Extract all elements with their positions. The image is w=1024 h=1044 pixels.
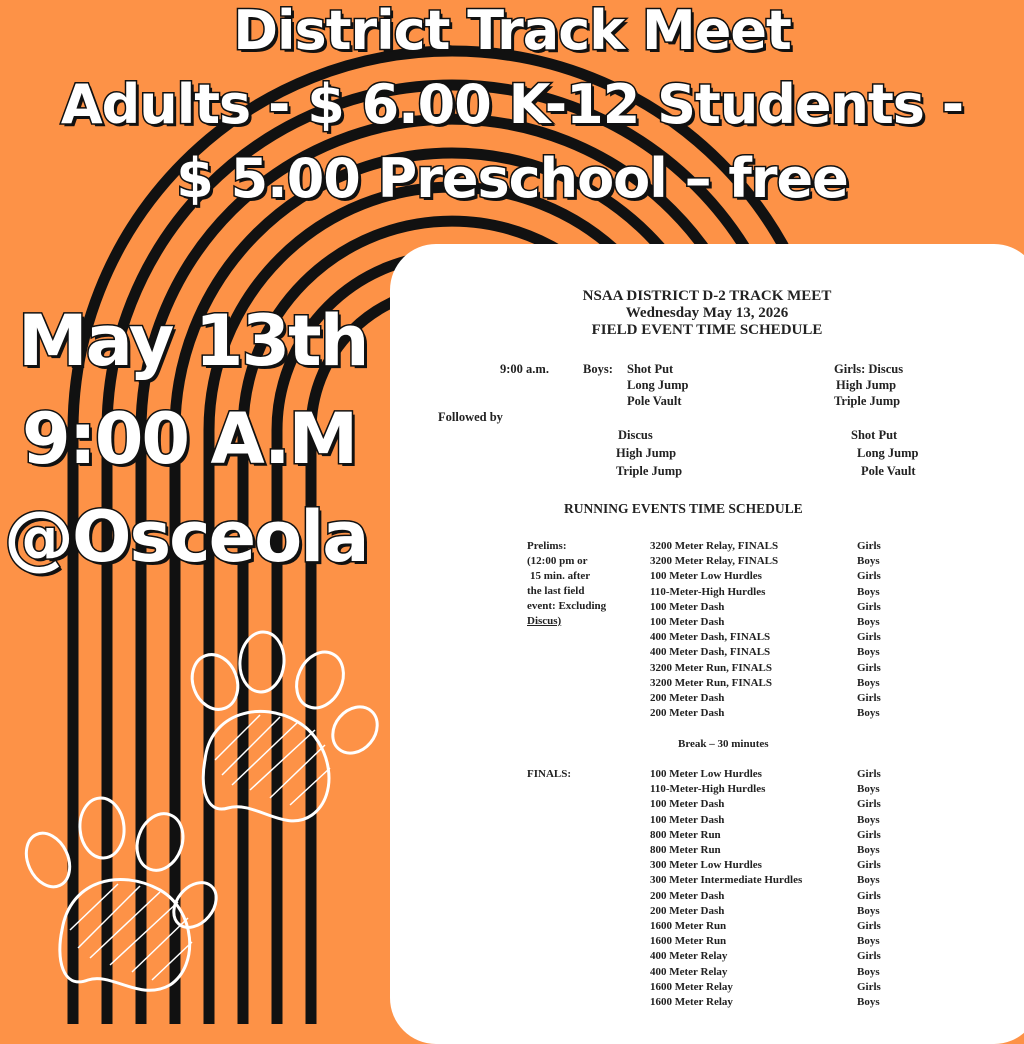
schedule-event: 800 Meter Run: [650, 844, 721, 856]
schedule-event: 800 Meter Run: [650, 828, 721, 841]
schedule-event: 1600 Meter Relay: [650, 996, 733, 1008]
schedule-event: 3200 Meter Run, FINALS: [650, 661, 773, 674]
schedule-event: 100 Meter Dash: [650, 600, 725, 613]
event-date: May 13th: [18, 300, 368, 382]
schedule-gender: Boys: [857, 844, 880, 856]
schedule-event: 400 Meter Dash, FINALS: [650, 646, 771, 659]
girls-event: Triple Jump: [834, 394, 901, 408]
boys-event: Long Jump: [627, 378, 689, 392]
schedule-event: 3200 Meter Relay, FINALS: [650, 555, 779, 568]
schedule-gender: Boys: [857, 965, 880, 978]
schedule-event: 400 Meter Dash, FINALS: [650, 631, 771, 644]
prelims-note: the last field: [527, 585, 585, 597]
schedule-gender: Girls: [857, 920, 881, 932]
schedule-event: 100 Meter Dash: [650, 798, 725, 811]
schedule-event: 3200 Meter Relay, FINALS: [650, 540, 779, 552]
prelims-note-text: (12:00 pm or: [527, 555, 588, 567]
schedule-gender: Boys: [857, 585, 880, 598]
schedule-card: [390, 244, 1024, 1044]
girls-event: Girls: Discus: [834, 362, 904, 376]
schedule-gender: Boys: [857, 874, 880, 887]
running-events-heading: RUNNING EVENTS TIME SCHEDULE: [564, 501, 803, 516]
schedule-event: 400 Meter Relay: [650, 950, 728, 963]
schedule-gender: Girls: [857, 950, 881, 963]
schedule-event: 3200 Meter Run, FINALS: [650, 676, 773, 689]
field-time: 9:00 a.m.: [500, 362, 549, 376]
girls-event: High Jump: [836, 378, 897, 392]
prelims-note: [527, 554, 588, 569]
schedule-event: 110-Meter-High Hurdles: [650, 783, 766, 796]
schedule-gender: Boys: [857, 555, 880, 568]
boys-event: Shot Put: [627, 362, 674, 376]
schedule-gender: Boys: [857, 646, 880, 659]
schedule-gender: Boys: [857, 783, 880, 796]
schedule-event: 1600 Meter Run: [650, 935, 727, 948]
girls-followed-event: Pole Vault: [861, 464, 916, 478]
field-event-heading: FIELD EVENT TIME SCHEDULE: [591, 322, 823, 338]
schedule-gender: Girls: [857, 859, 881, 872]
ticket-prices-line1: Adults - $ 6.00 K-12 Students -: [60, 73, 964, 136]
schedule-gender: Girls: [857, 980, 881, 993]
schedule-gender: Boys: [857, 616, 880, 628]
girls-followed-event: Long Jump: [857, 446, 919, 460]
schedule-event: 400 Meter Relay: [650, 965, 728, 978]
schedule-event: 1600 Meter Relay: [650, 980, 733, 993]
event-location: @Osceola: [4, 496, 368, 578]
schedule-event: 200 Meter Dash: [650, 889, 725, 902]
schedule-event: 100 Meter Low Hurdles: [650, 570, 762, 583]
schedule-event: 200 Meter Dash: [650, 692, 725, 704]
schedule-gender: Girls: [857, 661, 881, 674]
schedule-gender: Girls: [857, 631, 881, 644]
prelims-note: 15 min. after: [530, 570, 591, 582]
schedule-gender: Girls: [857, 768, 881, 780]
boys-event: Pole Vault: [627, 394, 682, 408]
schedule-document: [390, 244, 1024, 1024]
schedule-gender: Girls: [857, 828, 881, 841]
boys-label: Boys:: [583, 362, 613, 376]
schedule-gender: Boys: [857, 676, 880, 689]
schedule-event: 100 Meter Dash: [650, 813, 725, 826]
schedule-event: 100 Meter Dash: [650, 616, 725, 628]
followed-by-label: Followed by: [438, 410, 503, 424]
schedule-gender: Girls: [857, 692, 881, 704]
schedule-gender: Girls: [857, 540, 881, 552]
schedule-event: 300 Meter Intermediate Hurdles: [650, 874, 803, 887]
schedule-gender: Girls: [857, 889, 881, 902]
schedule-event: 110-Meter-High Hurdles: [650, 585, 766, 598]
finals-label: FINALS:: [527, 768, 572, 780]
ticket-prices-line2: $ 5.00 Preschool – free: [176, 147, 848, 210]
schedule-heading: NSAA DISTRICT D-2 TRACK MEET: [582, 288, 832, 304]
boys-followed-event: Triple Jump: [616, 464, 683, 478]
schedule-gender: Girls: [857, 798, 881, 811]
schedule-event: 200 Meter Dash: [650, 707, 725, 720]
schedule-event: 200 Meter Dash: [650, 904, 725, 917]
prelims-note: Discus): [527, 615, 562, 627]
schedule-event: 1600 Meter Run: [650, 920, 727, 932]
schedule-gender: Boys: [857, 813, 880, 826]
girls-followed-event: Shot Put: [851, 428, 898, 442]
prelims-label: Prelims:: [527, 540, 567, 552]
paw-print-icon: [18, 796, 225, 990]
paw-print-icon: [185, 630, 387, 821]
boys-followed-event: Discus: [618, 428, 653, 442]
schedule-date: Wednesday May 13, 2026: [625, 305, 789, 321]
boys-followed-event: High Jump: [616, 446, 677, 460]
schedule-event: 300 Meter Low Hurdles: [650, 859, 762, 872]
schedule-gender: Girls: [857, 570, 881, 583]
schedule-gender: Girls: [857, 600, 881, 613]
prelims-note: event: Excluding: [527, 600, 607, 612]
schedule-event: 100 Meter Low Hurdles: [650, 768, 762, 780]
break-label: Break – 30 minutes: [678, 738, 769, 750]
schedule-gender: Boys: [857, 935, 880, 948]
flyer-title: District Track Meet: [233, 0, 791, 62]
schedule-gender: Boys: [857, 707, 880, 720]
event-time: 9:00 A.M: [22, 398, 357, 480]
schedule-gender: Boys: [857, 904, 880, 917]
schedule-gender: Boys: [857, 996, 880, 1008]
